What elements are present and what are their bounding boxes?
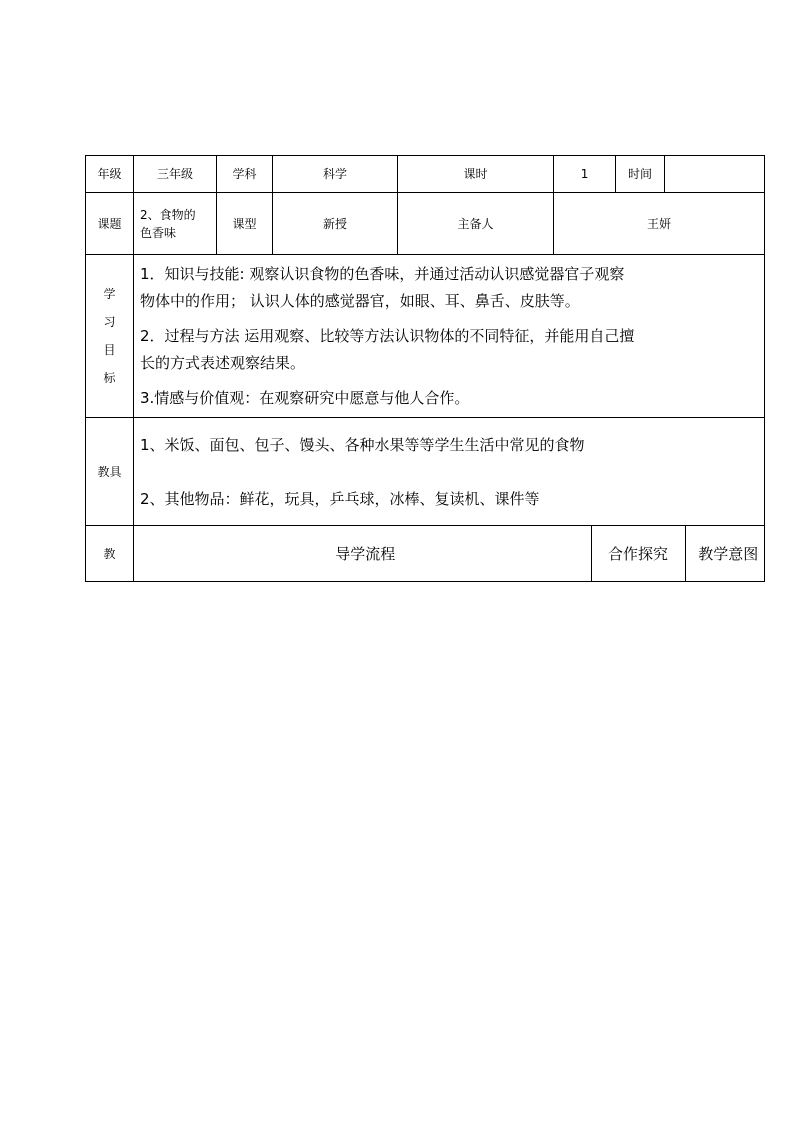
coop-label: 合作探究 [591, 526, 685, 581]
grade-value: 三年级 [134, 156, 217, 193]
topic-value-line1: 2、食物的 [140, 207, 196, 222]
period-value: 1 [554, 156, 616, 193]
info-row-1 [86, 156, 765, 193]
type-value: 新授 [273, 193, 398, 255]
goals-row [86, 255, 765, 418]
goals-label-char-2: 习 [103, 315, 116, 329]
info-row-2 [86, 193, 765, 255]
time-value [665, 156, 765, 193]
subject-label: 学科 [217, 156, 273, 193]
goals-content [134, 255, 765, 418]
preparer-label: 主备人 [398, 193, 554, 255]
process-inner-table [140, 526, 765, 581]
preparer-value: 王妍 [554, 193, 765, 255]
goal-1-line-1: 1．知识与技能: 观察认识食物的色香味，并通过活动认识感觉器官子观察 [140, 264, 625, 283]
process-cells [134, 526, 765, 582]
goals-label [86, 255, 134, 418]
goal-3: 3.情感与价值观：在观察研究中愿意与他人合作。 [140, 388, 470, 407]
flow-label: 导学流程 [335, 544, 396, 563]
subject-value: 科学 [273, 156, 398, 193]
process-row [86, 526, 765, 582]
process-label: 教 [86, 526, 134, 582]
tools-label: 教具 [86, 418, 134, 526]
tools-row [86, 418, 765, 526]
time-label: 时间 [616, 156, 665, 193]
goals-label-char-4: 标 [103, 371, 116, 385]
goal-1-line-2: 物体中的作用； 认识人体的感觉器官，如眼、耳、鼻舌、皮肤等。 [140, 291, 580, 310]
tools-item-2: 2、其他物品：鲜花，玩具，乒乓球，冰棒、复读机、课件等 [140, 489, 540, 508]
lesson-plan-table [85, 155, 765, 582]
goals-label-char-1: 学 [103, 287, 116, 301]
topic-label: 课题 [86, 193, 134, 255]
type-label: 课型 [217, 193, 273, 255]
period-label: 课时 [398, 156, 554, 193]
goals-label-char-3: 目 [103, 343, 116, 357]
goal-2-line-1: 2．过程与方法 运用观察、比较等方法认识物体的不同特征，并能用自己擅 [140, 326, 635, 345]
intent-label: 教学意图 [685, 526, 765, 581]
topic-value-line2: 色香味 [140, 225, 177, 240]
tools-content [134, 418, 765, 526]
goal-2-line-2: 长的方式表述观察结果。 [140, 353, 306, 372]
topic-value [134, 193, 217, 255]
grade-label: 年级 [86, 156, 134, 193]
tools-item-1: 1、米饭、面包、包子、馒头、各种水果等等学生生活中常见的食物 [140, 435, 585, 454]
